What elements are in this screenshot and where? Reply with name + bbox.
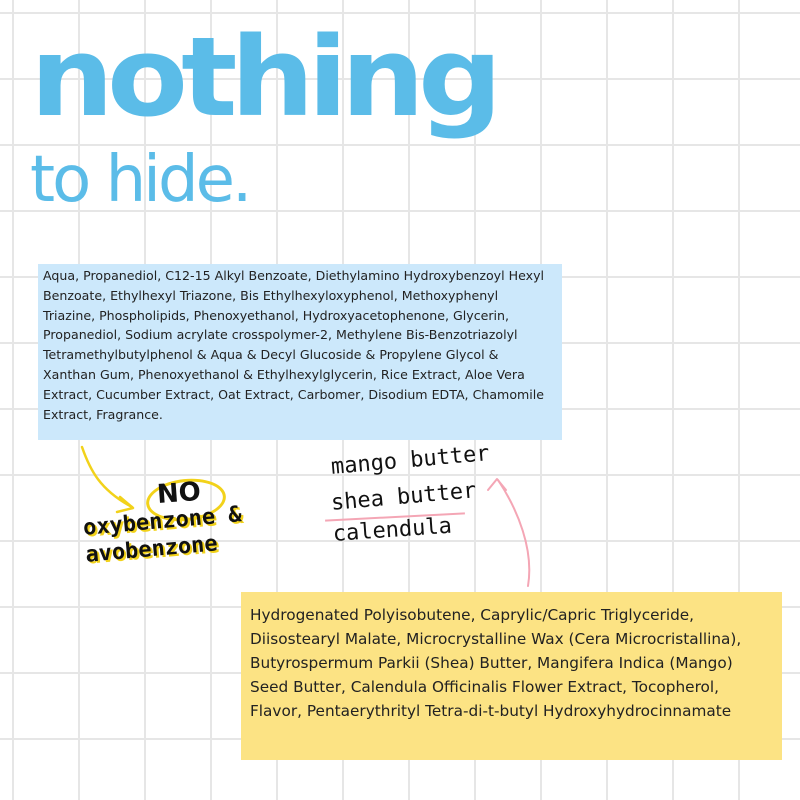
callout-mango-butter: mango butter (330, 441, 491, 480)
callout-no-line2: avobenzone (84, 531, 219, 568)
pink-arrow-icon (498, 480, 529, 586)
callout-no: NO (156, 476, 202, 510)
callout-shea-butter: shea butter (330, 478, 478, 516)
ingredient-list-yellow: Hydrogenated Polyisobutene, Caprylic/Capric Triglyceride, Diisostearyl Malate, Microcrystalline Wax (Cera Microcristallina), Butyrospermum Parkii (Shea) Butter, Mangifera Indica (Mango) Seed Butter, Calendula Officinalis Flower Extract, Tocopherol, Flavor, Pentaerythrityl Tetra-di-t-butyl Hydroxyhydrocinnamate (241, 592, 782, 760)
yellow-arrow-icon (82, 447, 132, 507)
headline: nothing (30, 12, 496, 142)
callout-no-line1: oxybenzone & (82, 502, 243, 541)
subheadline: to hide. (30, 143, 250, 217)
callout-calendula: calendula (332, 513, 453, 547)
ingredient-list-blue: Aqua, Propanediol, C12-15 Alkyl Benzoate, Diethylamino Hydroxybenzoyl Hexyl Benzoate, Ethylhexyl Triazone, Bis Ethylhexyloxyphenol, Methoxyphenyl Triazine, Phospholipids, Phenoxyethanol, Hydroxyacetophenone, Glycerin, Propanediol, Sodium acrylate crosspolymer-2, Methylene Bis-Benzotriazolyl Tetramethylbutylphenol & Aqua & Decyl Glucoside & Propylene Glycol & Xanthan Gum, Phenoxyethanol & Ethylhexylglycerin, Rice Extract, Aloe Vera Extract, Cucumber Extract, Oat Extract, Carbomer, Disodium EDTA, Chamomile Extract, Fragrance. (38, 264, 562, 440)
